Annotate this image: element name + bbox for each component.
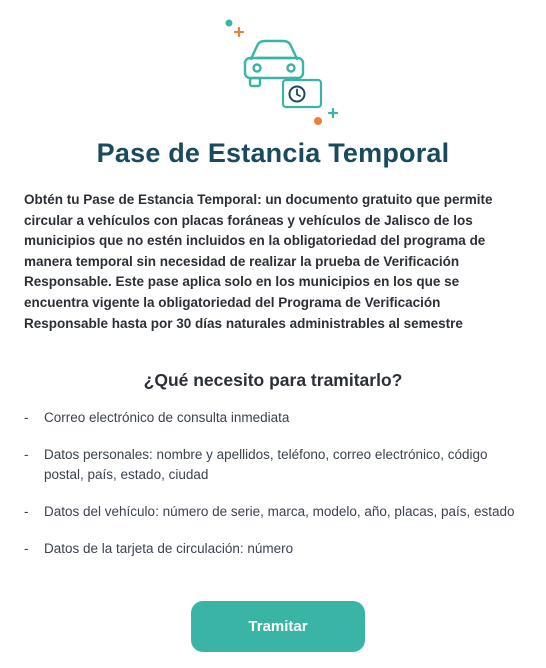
list-bullet: - (24, 410, 29, 425)
requirements-list (24, 408, 529, 559)
list-item (24, 445, 529, 485)
page-title: Pase de Estancia Temporal (96, 138, 450, 168)
car-with-clock-icon (0, 10, 546, 130)
intro-paragraph: Obtén tu Pase de Estancia Temporal: un documento gratuito que permite circular a vehículos con placas foráneas y vehículos de Jalisco de los municipios que no estén incluidos en la obligatoriedad del programa de manera temporal sin necesidad de realizar la prueba de Verificación Responsable. Este pase aplica solo en los municipios en los que se encuentra vigente la obligatoriedad del Programa de Verificación Responsable hasta por 30 días naturales administrables al semestre (24, 192, 493, 331)
list-bullet: - (24, 447, 29, 462)
list-item (24, 408, 529, 428)
requirement-text: Correo electrónico de consulta inmediata (44, 410, 290, 425)
list-item (24, 539, 529, 559)
list-bullet: - (24, 541, 29, 556)
requirement-text: Datos del vehículo: número de serie, marca, modelo, año, placas, país, estado (44, 504, 515, 519)
hero-illustration (0, 10, 546, 130)
requirements-heading: ¿Qué necesito para tramitarlo? (143, 370, 403, 390)
requirement-text: Datos de la tarjeta de circulación: número (44, 541, 294, 556)
list-bullet: - (24, 504, 29, 519)
requirement-text: Datos personales: nombre y apellidos, teléfono, correo electrónico, código postal, país, estado, ciudad (44, 447, 488, 482)
list-item (24, 502, 529, 522)
tramitar-button[interactable]: Tramitar (191, 601, 365, 652)
